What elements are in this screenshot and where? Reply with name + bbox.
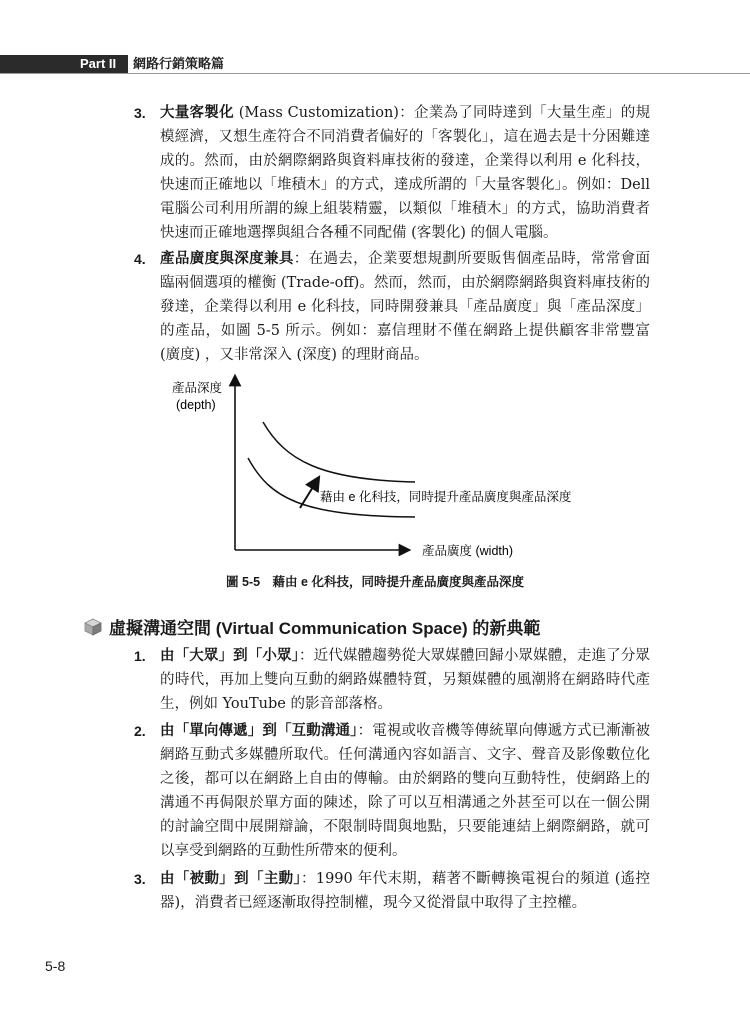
- page-number: 5-8: [45, 958, 66, 974]
- header-part-label: Part II: [80, 56, 117, 71]
- y-axis-label-line1: 產品深度: [172, 381, 223, 395]
- list-number: 1.: [134, 648, 146, 664]
- list-number: 3.: [134, 871, 146, 887]
- item-text: ：在過去，企業要想規劃所要販售個產品時，常常會面臨兩個選項的權衡 (Trade-off)。然而，然而，由於網際網路與資料庫技術的發達，企業得以利用 e 化科技，同時開發兼具「產品廣度」與「產品深度」的產品，如圖 5-5 所示。例如：嘉信理財不僅在網路上提供顧客非常豐富 (廣度) ，又非常深入 (深度) 的理財商品。: [160, 251, 650, 363]
- item-lead: 產品廣度與深度兼具: [160, 251, 294, 267]
- item-lead: 由「大眾」到「小眾」: [160, 648, 300, 664]
- item-text: ：近代媒體趨勢從大眾媒體回歸小眾媒體，走進了分眾的時代，再加上雙向互動的網路媒體特質，另類媒體的風潮將在網路時代產生，例如 YouTube 的影音部落格。: [160, 648, 651, 712]
- list-number: 4.: [134, 251, 146, 267]
- list-item-mass-to-niche: [134, 644, 651, 716]
- figure-annotation: 藉由 e 化科技，同時提升產品廣度與產品深度: [320, 490, 572, 504]
- item-text: ：電視或收音機等傳統單向傳遞方式已漸漸被網路互動式多媒體所取代。任何溝通內容如語言、文字、聲音及影像數位化之後，都可以在網路上自由的傳輸。由於網路的雙向互動特性，使網路上的溝通不再侷限於單方面的陳述，除了可以互相溝通之外甚至可以在一個公開的討論空間中展開辯論，不限制時間與地點，只要能連結上網際網路，就可以享受到網路的互動性所帶來的便利。: [160, 723, 651, 859]
- list-item-one-way-to-interactive: [134, 719, 651, 863]
- header-chapter-title: 網路行銷策略篇: [133, 56, 225, 71]
- figure-caption: 圖 5-5 藉由 e 化科技，同時提升產品廣度與產品深度: [226, 575, 524, 589]
- figure-5-5-diagram: [160, 370, 600, 570]
- shift-arrow: [300, 482, 316, 508]
- item-lead: 由「單向傳遞」到「互動溝通」: [160, 723, 358, 739]
- list-number: 3.: [134, 105, 146, 121]
- item-text: (Mass Customization)：企業為了同時達到「大量生產」的規模經濟，又想生產符合不同消費者偏好的「客製化」，這在過去是十分困難達成的。然而，由於網際網路與資料庫技術的發達，企業得以利用 e 化科技，快速而正確地以「堆積木」的方式，達成所謂的「大量客製化」。例如：Dell 電腦公司利用所謂的線上組裝精靈，以類似「堆積木」的方式，協助消費者快速而正確地選擇與組合各種不同配備 (客製化) 的個人電腦。: [160, 105, 651, 241]
- section-heading: [83, 614, 540, 639]
- x-axis-label: 產品廣度 (width): [422, 544, 513, 558]
- upper-curve: [263, 422, 415, 482]
- list-item-mass-customization: [134, 101, 651, 245]
- item-lead: 由「被動」到「主動」: [160, 871, 302, 887]
- section-title: 虛擬溝通空間 (Virtual Communication Space) 的新典範: [109, 619, 541, 638]
- list-item-breadth-depth: [134, 247, 650, 367]
- y-axis-label-line2: (depth): [176, 398, 216, 412]
- lower-curve: [248, 458, 415, 517]
- cube-bullet-icon: [83, 617, 103, 637]
- item-lead: 大量客製化: [160, 105, 234, 121]
- list-number: 2.: [134, 723, 146, 739]
- list-item-passive-to-active: [134, 867, 651, 915]
- item-text: ：1990 年代末期，藉著不斷轉換電視台的頻道 (遙控器)，消費者已經逐漸取得控制權，現今又從滑鼠中取得了主控權。: [160, 871, 651, 911]
